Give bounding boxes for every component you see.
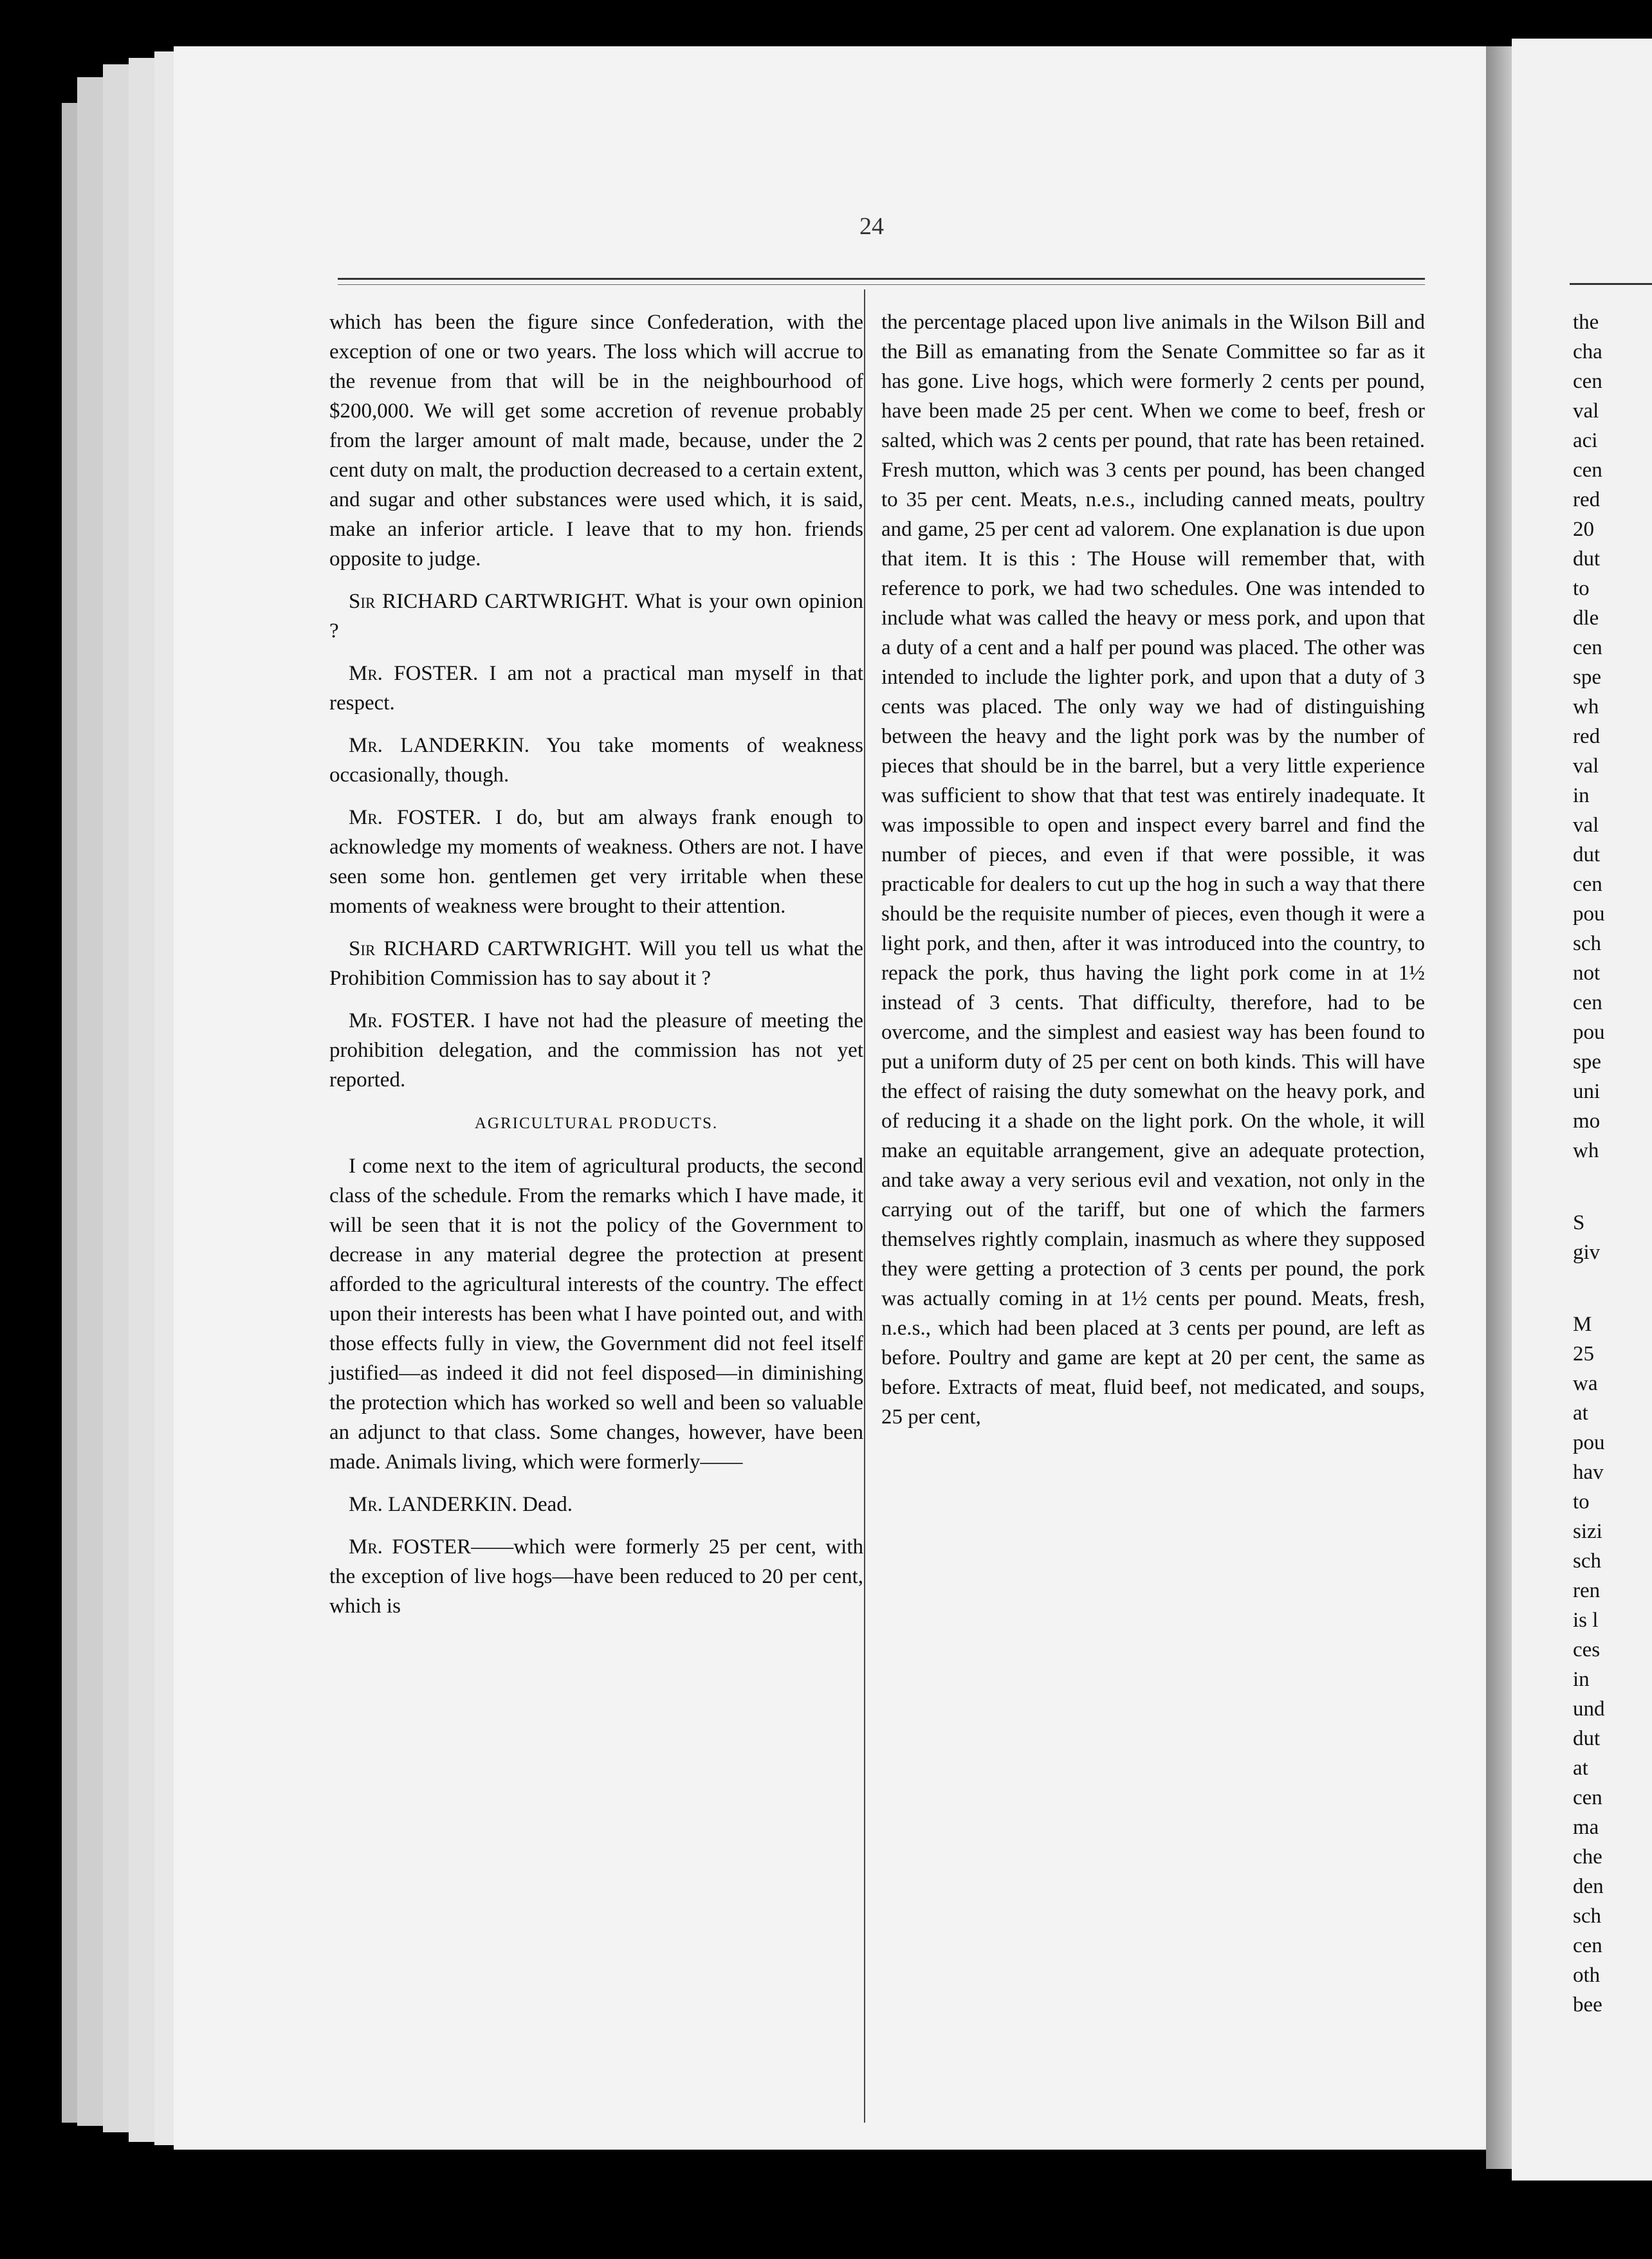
next-page-fragment: pou — [1573, 902, 1605, 926]
next-page-fragment: und — [1573, 1697, 1605, 1721]
next-page-fragment: mo — [1573, 1110, 1601, 1133]
right-text-column — [881, 307, 1425, 1445]
next-page-fragment: sch — [1573, 932, 1601, 955]
next-page-fragment: wh — [1573, 695, 1599, 718]
body-paragraph: the percentage placed upon live animals in the Wilson Bill and the Bill as emanating from the Senate Committee so far as it has gone. Live hogs, which were formerly 2 cents per pound, have been made 25 per cent. When we come to beef, fresh or salted, which was 2 cents per pound, that rate has been retained. Fresh mutton, which was 3 cents per pound, has been changed to 35 per cent. Meats, n.e.s., including canned meats, poultry and game, 25 per cent ad valorem. One explanation is due upon that item. It is this : The House will remember that, with reference to pork, we had two schedules. One was intended to include what was called the heavy or mess pork, and upon that a duty of a cent and a half per pound was placed. The other was intended to include the lighter pork, and upon that a duty of 3 cents was placed. The only way we had of distinguishing between the heavy and the light pork was by the number of pieces that should be in the barrel, but a very little experience was sufficient to show that that test was entirely inadequate. It was impossible to open and inspect every barrel and find the number of pieces, and even if that were possible, it was practicable for dealers to cut up the hog in such a way that there should be the requisite number of pieces, even though it were a light pork, and then, after it was introduced into the country, to repack the pork, thus having the light pork come in at 1½ instead of 3 cents. That difficulty, therefore, had to be overcome, and the simplest and easiest way has been found to put a uniform duty of 25 per cent on both kinds. This will have the effect of raising the duty somewhat on the heavy pork, and of reducing it a shade on the light pork. On the whole, it will make an equitable arrangement, give an adequate protection, and take away a very serious evil and vexation, not only in the carrying out of the tariff, but one of which the farmers themselves rightly complain, inasmuch as where they supposed they were getting a protection of 3 cents per pound, the pork was actually coming in at 1½ cents per pound. Meats, fresh, n.e.s., which had been placed at 3 cents per pound, are left as before. Poultry and game are kept at 20 per cent, the same as before. Extracts of meat, fluid beef, not medicated, and soups, 25 per cent, — [881, 311, 1425, 1429]
speech-paragraph — [329, 731, 863, 790]
speaker-name: Mr. FOSTER — [349, 1535, 472, 1559]
page-edge — [154, 51, 175, 2145]
next-page-fragment: aci — [1573, 429, 1598, 452]
next-page-fragment: sch — [1573, 1550, 1601, 1573]
speech-text: ——which were formerly 25 per cent, with the exception of live hogs—have been reduced to 20 per cent, which is — [329, 1535, 864, 1618]
next-page-fragment: red — [1573, 488, 1601, 511]
next-page-fragment: sch — [1573, 1905, 1601, 1928]
next-page-fragment: cen — [1573, 873, 1602, 896]
section-heading — [329, 1109, 863, 1139]
next-page-fragment: not — [1573, 962, 1601, 985]
next-page-fragment: cha — [1573, 340, 1602, 363]
header-rule — [338, 278, 1425, 280]
speech-paragraph — [329, 1006, 863, 1095]
next-page-fragment: cen — [1573, 636, 1602, 659]
next-page-fragment: in — [1573, 784, 1590, 807]
next-page-fragment: val — [1573, 399, 1599, 423]
section-heading-text: AGRICULTURAL PRODUCTS. — [474, 1115, 719, 1132]
speaker-name: Mr. LANDERKIN. — [349, 734, 530, 757]
next-page-fragment: cen — [1573, 1934, 1602, 1957]
speech-paragraph — [329, 1532, 863, 1621]
next-page-fragment: dle — [1573, 607, 1599, 630]
next-page-fragment: at — [1573, 1757, 1588, 1780]
speaker-name: Mr. LANDERKIN. — [349, 1493, 517, 1516]
next-page-fragment: in — [1573, 1668, 1590, 1691]
next-page-fragment: oth — [1573, 1964, 1601, 1987]
speaker-name: Sir RICHARD CARTWRIGHT. — [349, 937, 632, 960]
next-page-fragment: bee — [1573, 1993, 1602, 2017]
speech-paragraph — [329, 1490, 863, 1519]
column-divider — [864, 289, 865, 2123]
header-rule-thin — [338, 284, 1425, 285]
body-paragraph: I come next to the item of agricultural products, the second class of the schedule. From the remarks which I have made, it will be seen that it is not the policy of the Government to decrease in any material degree the protection at present afforded to the agricultural interests of the country. The effect upon their interests has been what I have pointed out, and with those effects fully in view, the Government did not feel itself justified—as indeed it did not feel disposed—in diminishing the protection which has worked so well and been so valuable an adjunct to that class. Some changes, however, have been made. Animals living, which were formerly—— — [329, 1155, 863, 1474]
speech-text: I do, but am always frank enough to acknowledge my moments of weakness. Others are not. I have seen some hon. gentlemen get very irritable when these moments of weakness were brought to their attention. — [329, 806, 863, 918]
next-page-fragment: val — [1573, 814, 1599, 837]
next-page-fragment: spe — [1573, 666, 1601, 689]
speaker-name: Mr. FOSTER. — [349, 662, 479, 685]
next-page-fragment: red — [1573, 725, 1601, 748]
speaker-name: Mr. FOSTER. — [349, 806, 481, 829]
next-page-fragment: ces — [1573, 1638, 1601, 1661]
next-page-fragment: sizi — [1573, 1520, 1602, 1543]
next-page-fragment: wa — [1573, 1372, 1598, 1395]
next-page-fragment — [1573, 1267, 1652, 1310]
speech-text: Dead. — [522, 1493, 573, 1516]
speech-text: I am not a practical man myself in that respect. — [329, 662, 863, 715]
next-page-fragment: to — [1573, 1490, 1590, 1514]
page-number: 24 — [859, 213, 884, 240]
next-page-fragment: dut — [1573, 1727, 1601, 1750]
speech-text: You take moments of weakness occasionally, though. — [329, 734, 864, 787]
book-gutter — [1486, 46, 1512, 2169]
next-page-fragment: ma — [1573, 1816, 1599, 1839]
next-page-fragment: at — [1573, 1402, 1588, 1425]
body-paragraph: which has been the figure since Confederation, with the exception of one or two years. The loss which will accrue to the revenue from that will be in the neighbourhood of $200,000. We will get some accretion of revenue probably from the larger amount of malt made, because, under the 2 cent duty on malt, the production decreased to a certain extent, and sugar and other substances were used which, it is said, make an inferior article. I leave that to my hon. friends opposite to judge. — [329, 311, 863, 571]
next-page-fragment: wh — [1573, 1139, 1599, 1162]
next-page-fragment: den — [1573, 1875, 1604, 1898]
next-page-fragment: S — [1573, 1211, 1585, 1234]
speech-paragraph — [329, 803, 863, 921]
next-page-fragment: che — [1573, 1845, 1602, 1869]
next-page-fragment: ren — [1573, 1579, 1601, 1602]
next-page-fragment: val — [1573, 755, 1599, 778]
speech-paragraph — [329, 659, 863, 718]
next-page-fragment: cen — [1573, 1786, 1602, 1809]
next-page-fragment: is l — [1573, 1609, 1599, 1632]
next-page-fragment: pou — [1573, 1021, 1605, 1044]
next-page-text-fragments — [1573, 307, 1652, 2020]
next-page-fragment: to — [1573, 577, 1590, 600]
next-page-fragment — [1573, 1166, 1652, 1208]
speaker-name: Mr. FOSTER. — [349, 1009, 475, 1032]
next-page-fragment: the — [1573, 311, 1599, 334]
page-edge — [77, 77, 104, 2126]
next-page-fragment: pou — [1573, 1431, 1605, 1454]
speech-text: I have not had the pleasure of meeting the prohibition delegation, and the commission has not yet reported. — [329, 1009, 864, 1092]
speech-text: Will you tell us what the Prohibition Commission has to say about it ? — [329, 937, 863, 990]
next-page-fragment: M — [1573, 1313, 1592, 1336]
next-page-fragment: uni — [1573, 1080, 1601, 1103]
next-page-fragment: cen — [1573, 459, 1602, 482]
next-page-fragment: dut — [1573, 547, 1601, 571]
next-page-fragment: hav — [1573, 1461, 1604, 1484]
next-page-fragment: cen — [1573, 991, 1602, 1014]
next-page-fragment: dut — [1573, 843, 1601, 866]
speech-paragraph — [329, 934, 863, 993]
next-page-fragment: 25 — [1573, 1342, 1594, 1366]
left-text-column — [329, 307, 863, 1634]
page-edge — [129, 58, 156, 2142]
next-page-fragment: giv — [1573, 1241, 1601, 1264]
speech-paragraph — [329, 587, 863, 646]
speaker-name: Sir RICHARD CARTWRIGHT. — [349, 590, 629, 613]
next-page-fragment: cen — [1573, 370, 1602, 393]
next-page-fragment: 20 — [1573, 518, 1594, 541]
next-page-header-rule — [1570, 283, 1652, 285]
speech-text: What is your own opinion ? — [329, 590, 864, 643]
next-page-fragment: spe — [1573, 1050, 1601, 1074]
page-edge — [103, 64, 130, 2132]
